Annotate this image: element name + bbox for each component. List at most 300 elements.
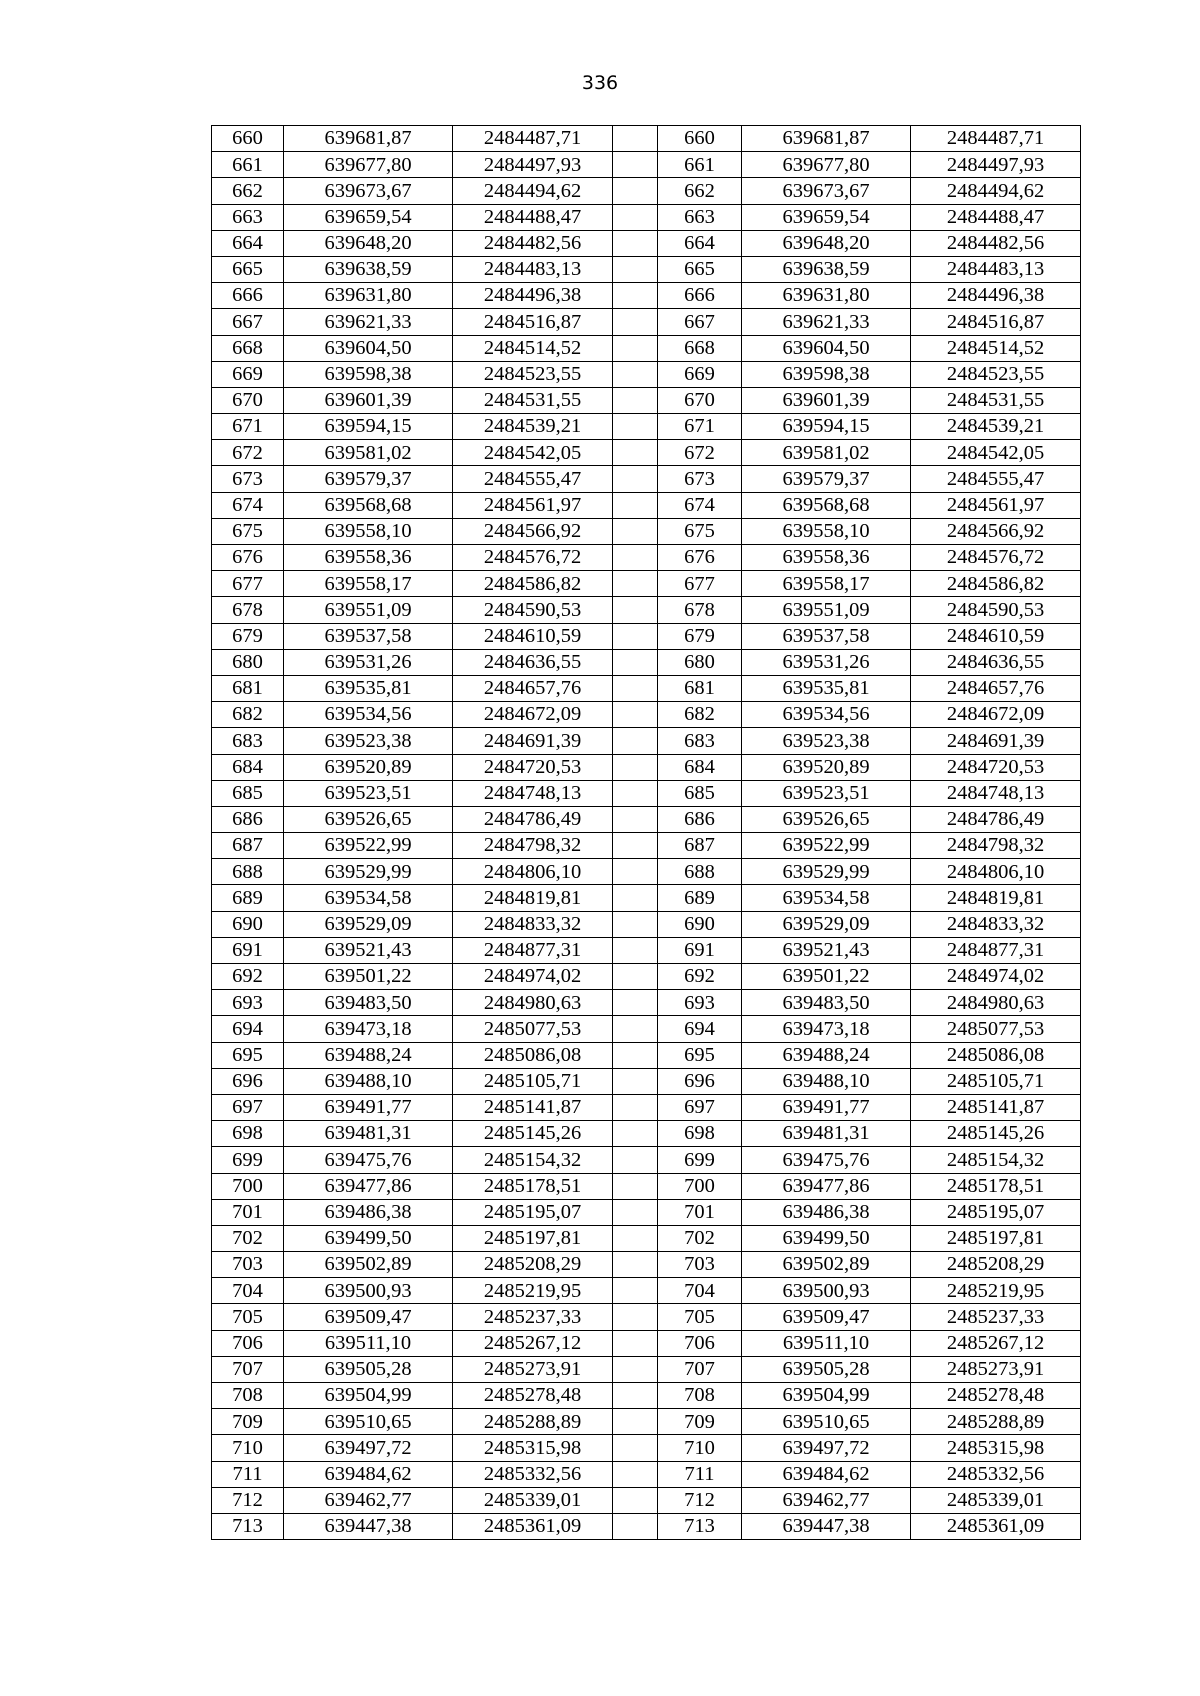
left-y-coordinate-cell: 2485339,01 xyxy=(453,1487,613,1513)
right-y-coordinate-cell: 2484542,05 xyxy=(911,440,1081,466)
right-x-coordinate-cell: 639579,37 xyxy=(742,466,911,492)
right-x-coordinate-cell: 639551,09 xyxy=(742,597,911,623)
left-point-number-cell: 679 xyxy=(212,623,284,649)
right-y-coordinate-cell: 2484610,59 xyxy=(911,623,1081,649)
left-x-coordinate-cell: 639621,33 xyxy=(284,309,453,335)
left-point-number-cell: 688 xyxy=(212,859,284,885)
right-x-coordinate-cell: 639520,89 xyxy=(742,754,911,780)
left-x-coordinate-cell: 639529,09 xyxy=(284,911,453,937)
left-point-number-cell: 697 xyxy=(212,1094,284,1120)
left-y-coordinate-cell: 2485197,81 xyxy=(453,1225,613,1251)
left-x-coordinate-cell: 639499,50 xyxy=(284,1225,453,1251)
table-row xyxy=(212,335,1081,361)
left-y-coordinate-cell: 2484482,56 xyxy=(453,230,613,256)
table-row xyxy=(212,1356,1081,1382)
right-y-coordinate-cell: 2484561,97 xyxy=(911,492,1081,518)
table-row xyxy=(212,675,1081,701)
right-y-coordinate-cell: 2485178,51 xyxy=(911,1173,1081,1199)
table-row xyxy=(212,1042,1081,1068)
left-y-coordinate-cell: 2484516,87 xyxy=(453,309,613,335)
right-y-coordinate-cell: 2484566,92 xyxy=(911,518,1081,544)
left-y-coordinate-cell: 2485332,56 xyxy=(453,1461,613,1487)
left-y-coordinate-cell: 2485237,33 xyxy=(453,1304,613,1330)
right-x-coordinate-cell: 639501,22 xyxy=(742,964,911,990)
left-y-coordinate-cell: 2484798,32 xyxy=(453,833,613,859)
empty-separator-cell xyxy=(613,780,658,806)
left-y-coordinate-cell: 2484514,52 xyxy=(453,335,613,361)
right-x-coordinate-cell: 639621,33 xyxy=(742,309,911,335)
empty-separator-cell xyxy=(613,204,658,230)
left-point-number-cell: 709 xyxy=(212,1409,284,1435)
left-point-number-cell: 708 xyxy=(212,1383,284,1409)
empty-separator-cell xyxy=(613,518,658,544)
left-x-coordinate-cell: 639488,24 xyxy=(284,1042,453,1068)
left-y-coordinate-cell: 2485145,26 xyxy=(453,1121,613,1147)
right-y-coordinate-cell: 2484974,02 xyxy=(911,964,1081,990)
right-x-coordinate-cell: 639511,10 xyxy=(742,1330,911,1356)
right-x-coordinate-cell: 639504,99 xyxy=(742,1383,911,1409)
left-y-coordinate-cell: 2484691,39 xyxy=(453,728,613,754)
empty-separator-cell xyxy=(613,964,658,990)
empty-separator-cell xyxy=(613,387,658,413)
left-x-coordinate-cell: 639501,22 xyxy=(284,964,453,990)
empty-separator-cell xyxy=(613,1094,658,1120)
table-row xyxy=(212,1435,1081,1461)
empty-separator-cell xyxy=(613,440,658,466)
right-point-number-cell: 694 xyxy=(658,1016,742,1042)
left-x-coordinate-cell: 639484,62 xyxy=(284,1461,453,1487)
right-y-coordinate-cell: 2484833,32 xyxy=(911,911,1081,937)
right-point-number-cell: 670 xyxy=(658,387,742,413)
right-y-coordinate-cell: 2485339,01 xyxy=(911,1487,1081,1513)
left-y-coordinate-cell: 2485178,51 xyxy=(453,1173,613,1199)
left-x-coordinate-cell: 639534,56 xyxy=(284,702,453,728)
table-row xyxy=(212,256,1081,282)
left-point-number-cell: 668 xyxy=(212,335,284,361)
right-x-coordinate-cell: 639483,50 xyxy=(742,990,911,1016)
left-x-coordinate-cell: 639529,99 xyxy=(284,859,453,885)
right-x-coordinate-cell: 639473,18 xyxy=(742,1016,911,1042)
left-y-coordinate-cell: 2484576,72 xyxy=(453,545,613,571)
table-row xyxy=(212,152,1081,178)
left-point-number-cell: 677 xyxy=(212,571,284,597)
left-y-coordinate-cell: 2485141,87 xyxy=(453,1094,613,1120)
table-row xyxy=(212,1304,1081,1330)
left-x-coordinate-cell: 639504,99 xyxy=(284,1383,453,1409)
right-point-number-cell: 664 xyxy=(658,230,742,256)
empty-separator-cell xyxy=(613,649,658,675)
right-point-number-cell: 702 xyxy=(658,1225,742,1251)
table-row xyxy=(212,1094,1081,1120)
left-y-coordinate-cell: 2484561,97 xyxy=(453,492,613,518)
right-y-coordinate-cell: 2484980,63 xyxy=(911,990,1081,1016)
right-y-coordinate-cell: 2484516,87 xyxy=(911,309,1081,335)
right-point-number-cell: 701 xyxy=(658,1199,742,1225)
right-point-number-cell: 709 xyxy=(658,1409,742,1435)
left-y-coordinate-cell: 2485278,48 xyxy=(453,1383,613,1409)
left-point-number-cell: 660 xyxy=(212,126,284,152)
empty-separator-cell xyxy=(613,1225,658,1251)
empty-separator-cell xyxy=(613,335,658,361)
empty-separator-cell xyxy=(613,309,658,335)
right-point-number-cell: 708 xyxy=(658,1383,742,1409)
right-point-number-cell: 705 xyxy=(658,1304,742,1330)
right-point-number-cell: 699 xyxy=(658,1147,742,1173)
right-y-coordinate-cell: 2485278,48 xyxy=(911,1383,1081,1409)
empty-separator-cell xyxy=(613,623,658,649)
empty-separator-cell xyxy=(613,1173,658,1199)
coordinates-table-body xyxy=(212,126,1081,1540)
left-y-coordinate-cell: 2485086,08 xyxy=(453,1042,613,1068)
right-x-coordinate-cell: 639534,56 xyxy=(742,702,911,728)
left-y-coordinate-cell: 2484833,32 xyxy=(453,911,613,937)
right-x-coordinate-cell: 639505,28 xyxy=(742,1356,911,1382)
table-row xyxy=(212,1513,1081,1539)
empty-separator-cell xyxy=(613,754,658,780)
table-row xyxy=(212,1173,1081,1199)
empty-separator-cell xyxy=(613,806,658,832)
right-point-number-cell: 683 xyxy=(658,728,742,754)
empty-separator-cell xyxy=(613,1199,658,1225)
right-y-coordinate-cell: 2484786,49 xyxy=(911,806,1081,832)
page-number: 336 xyxy=(581,72,619,94)
empty-separator-cell xyxy=(613,859,658,885)
right-x-coordinate-cell: 639594,15 xyxy=(742,414,911,440)
left-x-coordinate-cell: 639673,67 xyxy=(284,178,453,204)
left-y-coordinate-cell: 2484720,53 xyxy=(453,754,613,780)
right-x-coordinate-cell: 639601,39 xyxy=(742,387,911,413)
table-row xyxy=(212,1409,1081,1435)
right-y-coordinate-cell: 2485288,89 xyxy=(911,1409,1081,1435)
right-point-number-cell: 673 xyxy=(658,466,742,492)
empty-separator-cell xyxy=(613,1435,658,1461)
left-x-coordinate-cell: 639558,36 xyxy=(284,545,453,571)
left-point-number-cell: 701 xyxy=(212,1199,284,1225)
empty-separator-cell xyxy=(613,1487,658,1513)
right-y-coordinate-cell: 2484555,47 xyxy=(911,466,1081,492)
table-row xyxy=(212,1252,1081,1278)
right-y-coordinate-cell: 2485154,32 xyxy=(911,1147,1081,1173)
right-y-coordinate-cell: 2484539,21 xyxy=(911,414,1081,440)
table-row xyxy=(212,178,1081,204)
right-point-number-cell: 680 xyxy=(658,649,742,675)
empty-separator-cell xyxy=(613,152,658,178)
left-y-coordinate-cell: 2485219,95 xyxy=(453,1278,613,1304)
right-y-coordinate-cell: 2485332,56 xyxy=(911,1461,1081,1487)
left-point-number-cell: 698 xyxy=(212,1121,284,1147)
table-row xyxy=(212,1330,1081,1356)
empty-separator-cell xyxy=(613,178,658,204)
right-point-number-cell: 704 xyxy=(658,1278,742,1304)
right-point-number-cell: 681 xyxy=(658,675,742,701)
empty-separator-cell xyxy=(613,597,658,623)
left-point-number-cell: 686 xyxy=(212,806,284,832)
left-y-coordinate-cell: 2484877,31 xyxy=(453,937,613,963)
right-y-coordinate-cell: 2484590,53 xyxy=(911,597,1081,623)
left-x-coordinate-cell: 639638,59 xyxy=(284,256,453,282)
right-x-coordinate-cell: 639481,31 xyxy=(742,1121,911,1147)
empty-separator-cell xyxy=(613,571,658,597)
left-x-coordinate-cell: 639491,77 xyxy=(284,1094,453,1120)
right-point-number-cell: 700 xyxy=(658,1173,742,1199)
right-x-coordinate-cell: 639523,51 xyxy=(742,780,911,806)
empty-separator-cell xyxy=(613,1278,658,1304)
empty-separator-cell xyxy=(613,1252,658,1278)
left-point-number-cell: 676 xyxy=(212,545,284,571)
left-x-coordinate-cell: 639521,43 xyxy=(284,937,453,963)
empty-separator-cell xyxy=(613,545,658,571)
right-y-coordinate-cell: 2485195,07 xyxy=(911,1199,1081,1225)
table-row xyxy=(212,492,1081,518)
empty-separator-cell xyxy=(613,675,658,701)
left-x-coordinate-cell: 639510,65 xyxy=(284,1409,453,1435)
left-y-coordinate-cell: 2485208,29 xyxy=(453,1252,613,1278)
left-x-coordinate-cell: 639505,28 xyxy=(284,1356,453,1382)
empty-separator-cell xyxy=(613,885,658,911)
table-row xyxy=(212,1225,1081,1251)
coordinates-table xyxy=(211,125,1081,1540)
left-x-coordinate-cell: 639477,86 xyxy=(284,1173,453,1199)
right-y-coordinate-cell: 2484483,13 xyxy=(911,256,1081,282)
left-x-coordinate-cell: 639568,68 xyxy=(284,492,453,518)
right-x-coordinate-cell: 639526,65 xyxy=(742,806,911,832)
right-point-number-cell: 661 xyxy=(658,152,742,178)
left-y-coordinate-cell: 2485105,71 xyxy=(453,1068,613,1094)
empty-separator-cell xyxy=(613,1330,658,1356)
right-x-coordinate-cell: 639537,58 xyxy=(742,623,911,649)
left-point-number-cell: 684 xyxy=(212,754,284,780)
right-y-coordinate-cell: 2484488,47 xyxy=(911,204,1081,230)
table-row xyxy=(212,283,1081,309)
left-point-number-cell: 695 xyxy=(212,1042,284,1068)
table-row xyxy=(212,414,1081,440)
right-point-number-cell: 660 xyxy=(658,126,742,152)
table-row xyxy=(212,1487,1081,1513)
table-row xyxy=(212,964,1081,990)
right-point-number-cell: 682 xyxy=(658,702,742,728)
right-point-number-cell: 695 xyxy=(658,1042,742,1068)
left-y-coordinate-cell: 2484483,13 xyxy=(453,256,613,282)
right-x-coordinate-cell: 639631,80 xyxy=(742,283,911,309)
right-x-coordinate-cell: 639447,38 xyxy=(742,1513,911,1539)
right-x-coordinate-cell: 639502,89 xyxy=(742,1252,911,1278)
left-point-number-cell: 662 xyxy=(212,178,284,204)
right-y-coordinate-cell: 2485315,98 xyxy=(911,1435,1081,1461)
table-row xyxy=(212,204,1081,230)
left-point-number-cell: 696 xyxy=(212,1068,284,1094)
left-point-number-cell: 683 xyxy=(212,728,284,754)
empty-separator-cell xyxy=(613,1356,658,1382)
right-y-coordinate-cell: 2484497,93 xyxy=(911,152,1081,178)
table-row xyxy=(212,885,1081,911)
right-x-coordinate-cell: 639484,62 xyxy=(742,1461,911,1487)
left-x-coordinate-cell: 639462,77 xyxy=(284,1487,453,1513)
right-y-coordinate-cell: 2484636,55 xyxy=(911,649,1081,675)
right-x-coordinate-cell: 639648,20 xyxy=(742,230,911,256)
left-x-coordinate-cell: 639500,93 xyxy=(284,1278,453,1304)
right-y-coordinate-cell: 2485197,81 xyxy=(911,1225,1081,1251)
left-point-number-cell: 680 xyxy=(212,649,284,675)
left-y-coordinate-cell: 2484542,05 xyxy=(453,440,613,466)
right-point-number-cell: 711 xyxy=(658,1461,742,1487)
right-x-coordinate-cell: 639568,68 xyxy=(742,492,911,518)
table-row xyxy=(212,623,1081,649)
empty-separator-cell xyxy=(613,1409,658,1435)
left-x-coordinate-cell: 639648,20 xyxy=(284,230,453,256)
left-point-number-cell: 699 xyxy=(212,1147,284,1173)
left-y-coordinate-cell: 2485361,09 xyxy=(453,1513,613,1539)
right-y-coordinate-cell: 2484531,55 xyxy=(911,387,1081,413)
right-y-coordinate-cell: 2484496,38 xyxy=(911,283,1081,309)
left-x-coordinate-cell: 639497,72 xyxy=(284,1435,453,1461)
empty-separator-cell xyxy=(613,126,658,152)
left-point-number-cell: 665 xyxy=(212,256,284,282)
table-row xyxy=(212,1383,1081,1409)
left-point-number-cell: 674 xyxy=(212,492,284,518)
empty-separator-cell xyxy=(613,1121,658,1147)
right-point-number-cell: 663 xyxy=(658,204,742,230)
right-y-coordinate-cell: 2484720,53 xyxy=(911,754,1081,780)
left-point-number-cell: 682 xyxy=(212,702,284,728)
left-y-coordinate-cell: 2484523,55 xyxy=(453,361,613,387)
table-row xyxy=(212,990,1081,1016)
left-x-coordinate-cell: 639594,15 xyxy=(284,414,453,440)
right-point-number-cell: 691 xyxy=(658,937,742,963)
right-point-number-cell: 693 xyxy=(658,990,742,1016)
right-y-coordinate-cell: 2485273,91 xyxy=(911,1356,1081,1382)
right-y-coordinate-cell: 2485105,71 xyxy=(911,1068,1081,1094)
left-point-number-cell: 706 xyxy=(212,1330,284,1356)
left-x-coordinate-cell: 639534,58 xyxy=(284,885,453,911)
left-y-coordinate-cell: 2484657,76 xyxy=(453,675,613,701)
right-y-coordinate-cell: 2484877,31 xyxy=(911,937,1081,963)
right-x-coordinate-cell: 639529,99 xyxy=(742,859,911,885)
table-row xyxy=(212,702,1081,728)
left-x-coordinate-cell: 639488,10 xyxy=(284,1068,453,1094)
left-point-number-cell: 710 xyxy=(212,1435,284,1461)
right-y-coordinate-cell: 2485141,87 xyxy=(911,1094,1081,1120)
right-x-coordinate-cell: 639509,47 xyxy=(742,1304,911,1330)
left-y-coordinate-cell: 2485077,53 xyxy=(453,1016,613,1042)
left-point-number-cell: 685 xyxy=(212,780,284,806)
right-y-coordinate-cell: 2485237,33 xyxy=(911,1304,1081,1330)
left-point-number-cell: 675 xyxy=(212,518,284,544)
table-row xyxy=(212,571,1081,597)
left-point-number-cell: 673 xyxy=(212,466,284,492)
left-point-number-cell: 713 xyxy=(212,1513,284,1539)
right-point-number-cell: 675 xyxy=(658,518,742,544)
left-y-coordinate-cell: 2484586,82 xyxy=(453,571,613,597)
right-y-coordinate-cell: 2484819,81 xyxy=(911,885,1081,911)
table-row xyxy=(212,126,1081,152)
left-point-number-cell: 669 xyxy=(212,361,284,387)
table-row xyxy=(212,1278,1081,1304)
left-y-coordinate-cell: 2484539,21 xyxy=(453,414,613,440)
right-x-coordinate-cell: 639673,67 xyxy=(742,178,911,204)
empty-separator-cell xyxy=(613,990,658,1016)
table-row xyxy=(212,1147,1081,1173)
right-y-coordinate-cell: 2484494,62 xyxy=(911,178,1081,204)
right-x-coordinate-cell: 639681,87 xyxy=(742,126,911,152)
right-point-number-cell: 688 xyxy=(658,859,742,885)
right-point-number-cell: 672 xyxy=(658,440,742,466)
left-point-number-cell: 694 xyxy=(212,1016,284,1042)
empty-separator-cell xyxy=(613,833,658,859)
right-y-coordinate-cell: 2484576,72 xyxy=(911,545,1081,571)
table-row xyxy=(212,833,1081,859)
right-point-number-cell: 684 xyxy=(658,754,742,780)
left-x-coordinate-cell: 639523,38 xyxy=(284,728,453,754)
left-point-number-cell: 672 xyxy=(212,440,284,466)
empty-separator-cell xyxy=(613,230,658,256)
left-x-coordinate-cell: 639558,17 xyxy=(284,571,453,597)
left-x-coordinate-cell: 639604,50 xyxy=(284,335,453,361)
right-y-coordinate-cell: 2484672,09 xyxy=(911,702,1081,728)
right-point-number-cell: 685 xyxy=(658,780,742,806)
right-y-coordinate-cell: 2485208,29 xyxy=(911,1252,1081,1278)
right-x-coordinate-cell: 639510,65 xyxy=(742,1409,911,1435)
left-y-coordinate-cell: 2484590,53 xyxy=(453,597,613,623)
table-row xyxy=(212,1016,1081,1042)
table-row xyxy=(212,440,1081,466)
left-x-coordinate-cell: 639551,09 xyxy=(284,597,453,623)
right-x-coordinate-cell: 639659,54 xyxy=(742,204,911,230)
right-point-number-cell: 674 xyxy=(658,492,742,518)
left-x-coordinate-cell: 639631,80 xyxy=(284,283,453,309)
left-y-coordinate-cell: 2484531,55 xyxy=(453,387,613,413)
left-x-coordinate-cell: 639535,81 xyxy=(284,675,453,701)
right-x-coordinate-cell: 639677,80 xyxy=(742,152,911,178)
right-x-coordinate-cell: 639558,36 xyxy=(742,545,911,571)
left-point-number-cell: 663 xyxy=(212,204,284,230)
right-point-number-cell: 710 xyxy=(658,1435,742,1461)
left-x-coordinate-cell: 639502,89 xyxy=(284,1252,453,1278)
table-row xyxy=(212,911,1081,937)
table-row xyxy=(212,387,1081,413)
left-x-coordinate-cell: 639537,58 xyxy=(284,623,453,649)
right-y-coordinate-cell: 2485219,95 xyxy=(911,1278,1081,1304)
left-point-number-cell: 661 xyxy=(212,152,284,178)
left-point-number-cell: 690 xyxy=(212,911,284,937)
right-point-number-cell: 679 xyxy=(658,623,742,649)
right-point-number-cell: 678 xyxy=(658,597,742,623)
right-point-number-cell: 666 xyxy=(658,283,742,309)
right-point-number-cell: 713 xyxy=(658,1513,742,1539)
right-x-coordinate-cell: 639486,38 xyxy=(742,1199,911,1225)
empty-separator-cell xyxy=(613,1042,658,1068)
right-y-coordinate-cell: 2484514,52 xyxy=(911,335,1081,361)
right-point-number-cell: 667 xyxy=(658,309,742,335)
left-point-number-cell: 705 xyxy=(212,1304,284,1330)
left-point-number-cell: 711 xyxy=(212,1461,284,1487)
left-y-coordinate-cell: 2484555,47 xyxy=(453,466,613,492)
right-x-coordinate-cell: 639488,24 xyxy=(742,1042,911,1068)
right-point-number-cell: 676 xyxy=(658,545,742,571)
table-row xyxy=(212,1068,1081,1094)
left-point-number-cell: 681 xyxy=(212,675,284,701)
right-y-coordinate-cell: 2484523,55 xyxy=(911,361,1081,387)
left-point-number-cell: 678 xyxy=(212,597,284,623)
empty-separator-cell xyxy=(613,702,658,728)
right-point-number-cell: 686 xyxy=(658,806,742,832)
right-x-coordinate-cell: 639534,58 xyxy=(742,885,911,911)
left-x-coordinate-cell: 639581,02 xyxy=(284,440,453,466)
left-x-coordinate-cell: 639579,37 xyxy=(284,466,453,492)
left-x-coordinate-cell: 639531,26 xyxy=(284,649,453,675)
left-point-number-cell: 667 xyxy=(212,309,284,335)
left-y-coordinate-cell: 2484497,93 xyxy=(453,152,613,178)
left-point-number-cell: 703 xyxy=(212,1252,284,1278)
